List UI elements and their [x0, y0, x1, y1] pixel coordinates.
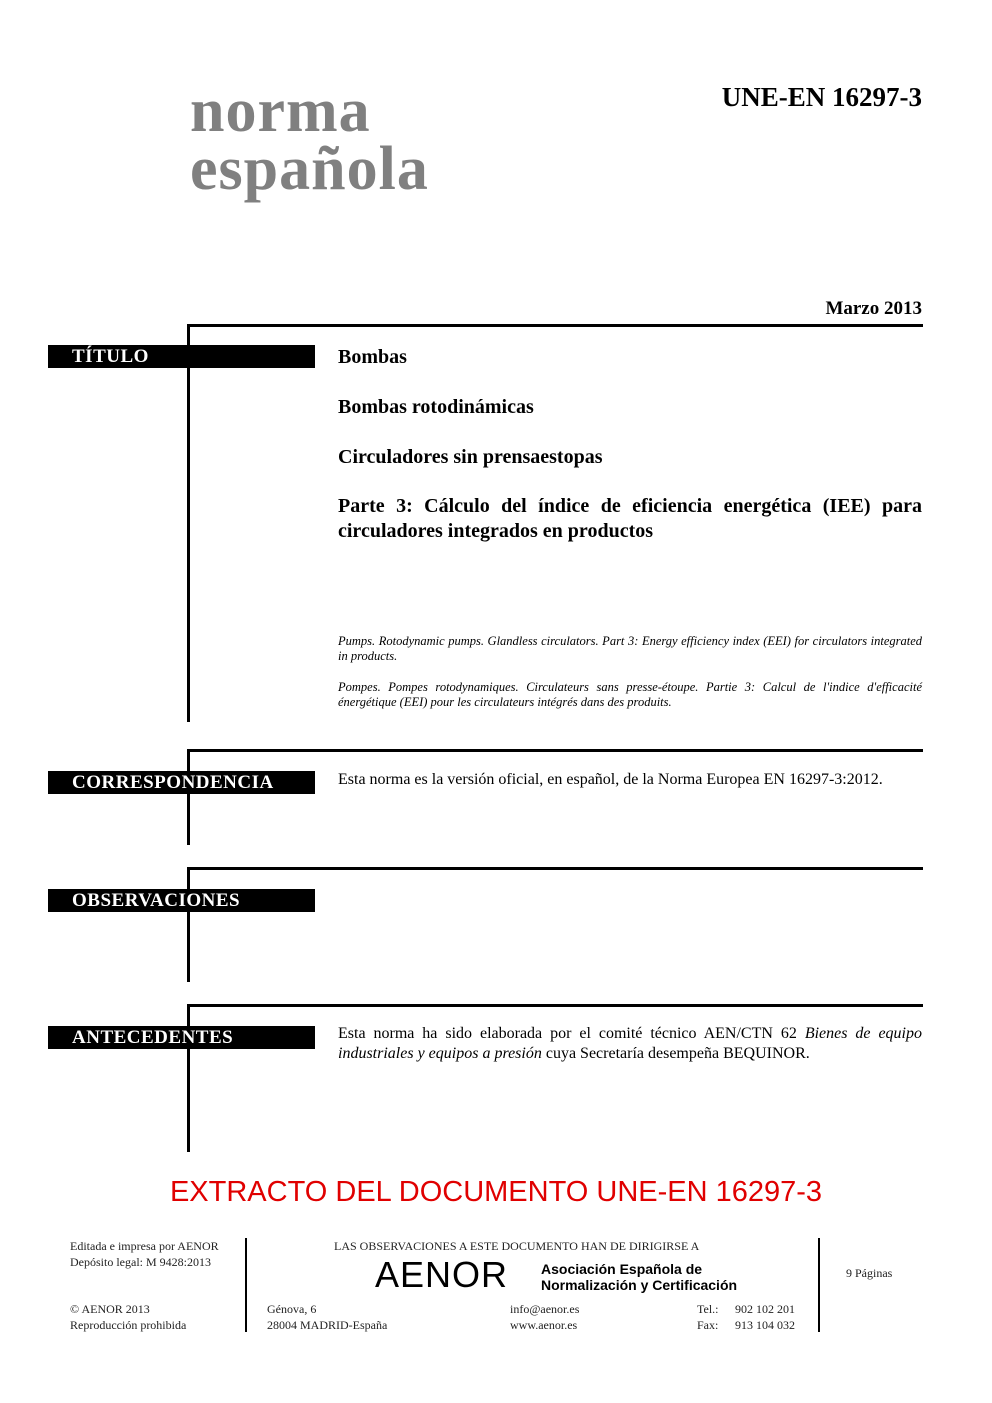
footer-reproduction: Reproducción prohibida: [70, 1318, 187, 1332]
title-line-4: Parte 3: Cálculo del índice de eficiencia energética (IEE) para circuladores integrados en productos: [338, 495, 922, 542]
antecedentes-text-a: Esta norma ha sido elaborada por el comité técnico AEN/CTN 62: [338, 1025, 805, 1042]
correspondencia-vertical-rule: [187, 749, 190, 845]
footer-address: [267, 1301, 387, 1333]
aenor-association: [541, 1261, 737, 1293]
footer-copyright-block: [70, 1301, 186, 1333]
footer-divider-right: [818, 1238, 820, 1332]
footer-tel: 902 102 201: [735, 1302, 795, 1316]
footer-address1: Génova, 6: [267, 1302, 317, 1316]
footer-fax: 913 104 032: [735, 1318, 795, 1332]
title-line-1: Bombas: [338, 346, 407, 368]
antecedentes-divider: [187, 1004, 923, 1007]
title-line-2: Bombas rotodinámicas: [338, 396, 534, 418]
antecedentes-text-italic: Bienes de equipo industriales y equipos a presión: [338, 1025, 922, 1062]
titulo-divider: [187, 324, 923, 327]
antecedentes-text: [338, 1024, 922, 1064]
footer-pages: 9 Páginas: [846, 1266, 893, 1280]
footer-tel-label: Tel.:: [697, 1302, 719, 1316]
observaciones-vertical-rule: [187, 867, 190, 982]
aenor-assoc-line2: Normalización y Certificación: [541, 1277, 738, 1293]
title-line-3: Circuladores sin prensaestopas: [338, 446, 603, 468]
footer-address2: 28004 MADRID-España: [267, 1318, 388, 1332]
footer-edited: Editada e impresa por AENOR: [70, 1239, 219, 1253]
norma-espanola-logo: [190, 77, 429, 203]
footer-web: www.aenor.es: [510, 1318, 578, 1332]
footer-deposit: Depósito legal: M 9428:2013: [70, 1255, 211, 1269]
footer-fax-label: Fax:: [697, 1318, 719, 1332]
title-french: Pompes. Pompes rotodynamiques. Circulateurs sans presse-étoupe. Partie 3: Calcul de l'indice d'efficacité énergétique (EEI) pour les circulateurs intégrés dans des produits.: [338, 680, 922, 709]
titulo-label: TÍTULO: [48, 345, 315, 368]
observaciones-divider: [187, 867, 923, 870]
norma-line1: norma: [190, 77, 371, 145]
antecedentes-text-b: cuya Secretaría desempeña BEQUINOR.: [541, 1045, 810, 1062]
title-english: Pumps. Rotodynamic pumps. Glandless circulators. Part 3: Energy efficiency index (EEI) for circulators integrated in products.: [338, 634, 922, 663]
aenor-assoc-line1: Asociación Española de: [541, 1261, 703, 1277]
antecedentes-label: ANTECEDENTES: [48, 1026, 315, 1049]
correspondencia-divider: [187, 749, 923, 752]
correspondencia-text: Esta norma es la versión oficial, en español, de la Norma Europea EN 16297-3:2012.: [338, 771, 883, 788]
footer-observations: LAS OBSERVACIONES A ESTE DOCUMENTO HAN DE DIRIGIRSE A: [334, 1239, 700, 1253]
correspondencia-label: CORRESPONDENCIA: [48, 771, 315, 794]
standard-code: UNE-EN 16297-3: [721, 82, 922, 112]
aenor-logo: AENOR: [375, 1254, 509, 1295]
footer-email: info@aenor.es: [510, 1302, 580, 1316]
observaciones-label: OBSERVACIONES: [48, 889, 315, 912]
norma-line2: española: [190, 135, 429, 203]
publication-date: Marzo 2013: [825, 298, 922, 319]
titulo-vertical-rule: [187, 324, 190, 722]
footer-copyright: © AENOR 2013: [70, 1302, 150, 1316]
footer-divider-left: [245, 1238, 247, 1332]
footer-phone-block: [697, 1301, 795, 1333]
footer-edition: [70, 1238, 219, 1270]
extract-banner: EXTRACTO DEL DOCUMENTO UNE-EN 16297-3: [169, 1176, 823, 1208]
footer-contact-online: [510, 1301, 579, 1333]
